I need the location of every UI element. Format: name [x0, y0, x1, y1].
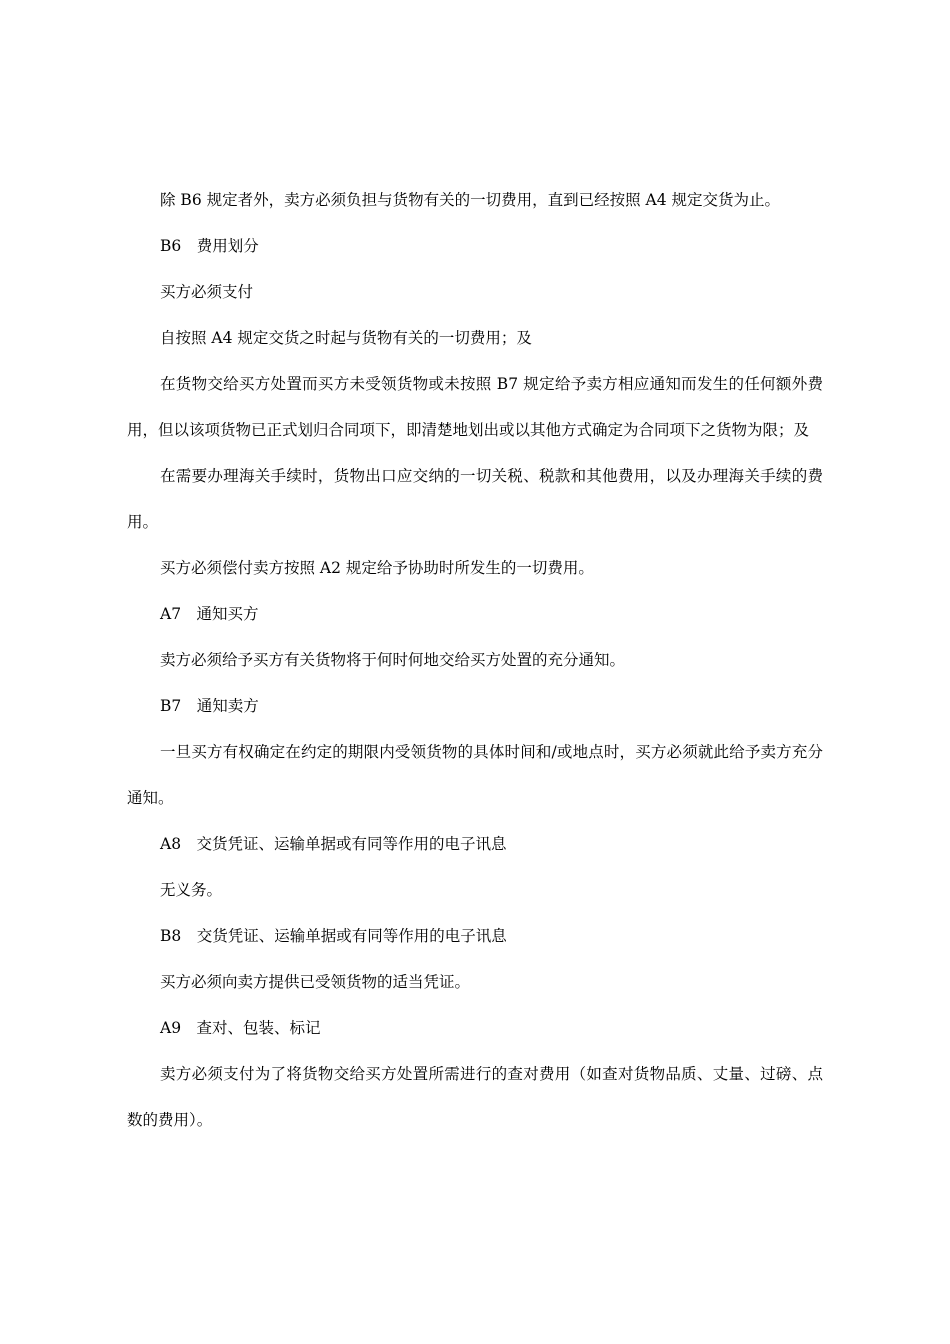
paragraph-costs-from-delivery: 自按照 A4 规定交货之时起与货物有关的一切费用；及	[160, 329, 532, 347]
paragraph-buyer-pay: 买方必须支付	[160, 283, 254, 301]
paragraph-proof-of-delivery: 买方必须向卖方提供已受领货物的适当凭证。	[160, 973, 471, 991]
heading-a8: A8 交货凭证、运输单据或有同等作用的电子讯息	[160, 835, 507, 853]
paragraph-reimburse-seller: 买方必须偿付卖方按照 A2 规定给予协助时所发生的一切费用。	[160, 559, 594, 577]
heading-a7: A7 通知买方	[160, 605, 259, 623]
paragraph-customs-costs: 在需要办理海关手续时，货物出口应交纳的一切关税、税款和其他费用，以及办理海关手续的费用。	[127, 467, 823, 531]
paragraph-seller-notice: 卖方必须给予买方有关货物将于何时何地交给买方处置的充分通知。	[160, 651, 626, 669]
heading-b8: B8 交货凭证、运输单据或有同等作用的电子讯息	[160, 927, 507, 945]
paragraph-extra-costs: 在货物交给买方处置而买方未受领货物或未按照 B7 规定给予卖方相应通知而发生的任何额外费用，但以该项货物已正式划归合同项下，即清楚地划出或以其他方式确定为合同项下之货物为限；及	[127, 375, 823, 439]
paragraph-a6-cost: 除 B6 规定者外，卖方必须负担与货物有关的一切费用，直到已经按照 A4 规定交货为止。	[160, 191, 781, 209]
heading-b6: B6 费用划分	[160, 237, 259, 255]
paragraph-no-obligation: 无义务。	[160, 881, 223, 899]
paragraph-buyer-notice: 一旦买方有权确定在约定的期限内受领货物的具体时间和/或地点时，买方必须就此给予卖方充分通知。	[127, 743, 823, 807]
document-body	[127, 177, 823, 1143]
paragraph-checking-costs: 卖方必须支付为了将货物交给买方处置所需进行的查对费用（如查对货物品质、丈量、过磅、点数的费用）。	[127, 1065, 823, 1129]
heading-b7: B7 通知卖方	[160, 697, 259, 715]
heading-a9: A9 查对、包装、标记	[160, 1019, 321, 1037]
